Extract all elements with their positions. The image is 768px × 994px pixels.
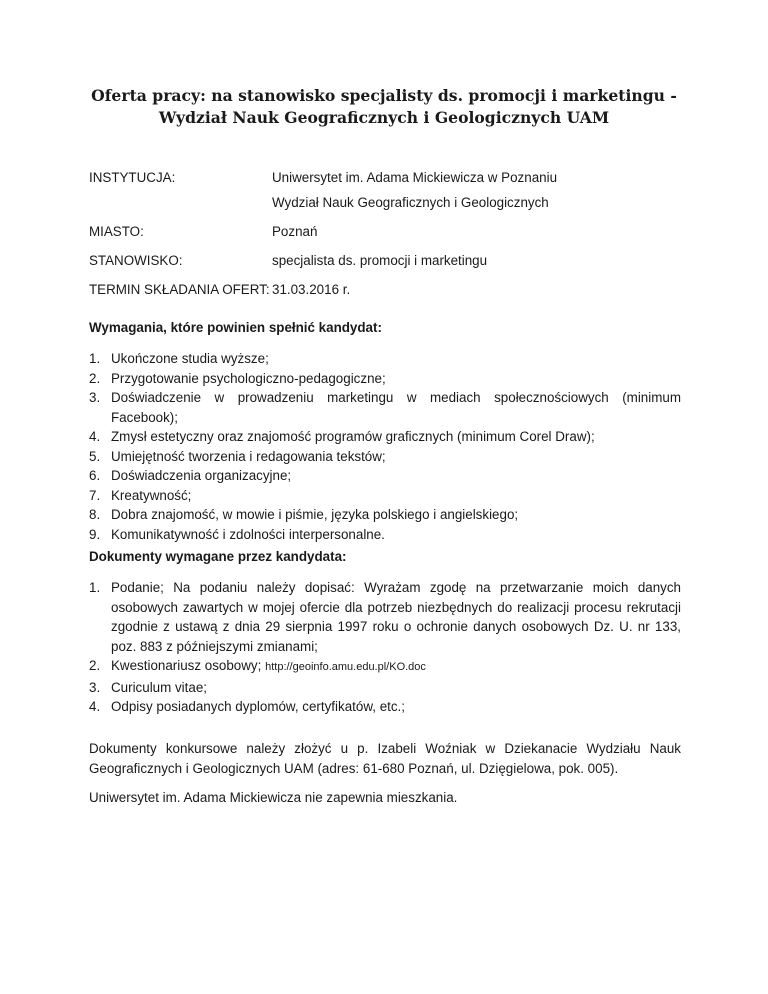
questionnaire-label: Kwestionariusz osobowy;: [111, 658, 262, 673]
questionnaire-link[interactable]: http://geoinfo.amu.edu.pl/KO.doc: [265, 661, 426, 673]
page-title: [80, 85, 688, 129]
list-item: 2. Kwestionariusz osobowy; http://geoinfo.amu.edu.pl/KO.doc: [89, 658, 426, 673]
list-item: 6. Doświadczenia organizacyjne;: [89, 468, 292, 483]
position-value: specjalista ds. promocji i marketingu: [272, 253, 488, 268]
faculty-value: Wydział Nauk Geograficznych i Geologicznych: [272, 195, 549, 210]
list-item: 5. Umiejętność tworzenia i redagowania tekstów;: [89, 448, 386, 464]
position-label: STANOWISKO:: [89, 253, 183, 268]
list-item: 1. Podanie; Na podaniu należy dopisać: Wyrażam zgodę na przetwarzanie moich danych osobowych zawartych w mojej ofercie dla potrzeb niezbędnych do realizacji procesu rekrutacji zgodnie z ustawą z dnia 29 sierpnia 1997 roku o ochronie danych osobowych Dz. U. nr 133, poz. 883 z późniejszymi zmianami;: [89, 580, 681, 654]
institution-label: INSTYTUCJA:: [89, 170, 176, 185]
job-info-table: [89, 168, 689, 305]
info-row-position: [89, 251, 689, 280]
deadline-value: 31.03.2016 r.: [272, 282, 351, 297]
list-item: 9. Komunikatywność i zdolności interpersonalne.: [89, 526, 385, 542]
documents-list: [89, 578, 681, 717]
list-item: 3. Doświadczenie w prowadzeniu marketingu w mediach społecznościowych (minimum Facebook);: [89, 390, 681, 425]
info-row-institution: [89, 168, 689, 193]
info-row-faculty: [89, 193, 689, 222]
list-item: 4. Odpisy posiadanych dyplomów, certyfikatów, etc.;: [89, 699, 405, 714]
list-item: 8. Dobra znajomość, w mowie i piśmie, języka polskiego i angielskiego;: [89, 507, 519, 522]
housing-note: Uniwersytet im. Adama Mickiewicza nie zapewnia mieszkania.: [89, 790, 458, 805]
city-value: Poznań: [272, 224, 318, 239]
list-item: 7. Kreatywność;: [89, 487, 192, 503]
list-item: 2. Przygotowanie psychologiczno-pedagogiczne;: [89, 370, 386, 386]
list-item: 4. Zmysł estetyczny oraz znajomość programów graficznych (minimum Corel Draw);: [89, 429, 595, 444]
requirements-heading: Wymagania, które powinien spełnić kandydat:: [89, 320, 382, 335]
submission-note: Dokumenty konkursowe należy złożyć u p. Izabeli Woźniak w Dziekanacie Wydziału Nauk Geograficznych i Geologicznych UAM (adres: 61-680 Poznań, ul. Dzięgielowa, pok. 005).: [89, 741, 681, 776]
deadline-label: TERMIN SKŁADANIA OFERT:: [89, 282, 270, 297]
documents-heading: Dokumenty wymagane przez kandydata:: [89, 549, 347, 564]
info-row-city: [89, 222, 689, 251]
list-item: 3. Curiculum vitae;: [89, 679, 207, 695]
info-row-deadline: [89, 280, 689, 305]
title-line-1: Oferta pracy: na stanowisko specjalisty ds. promocji i marketingu -: [91, 86, 677, 105]
institution-value: Uniwersytet im. Adama Mickiewicza w Poznaniu: [272, 170, 558, 185]
title-line-2: Wydział Nauk Geograficznych i Geologicznych UAM: [158, 108, 610, 127]
city-label: MIASTO:: [89, 224, 144, 239]
requirements-list: [89, 349, 681, 544]
list-item: 1. Ukończone studia wyższe;: [89, 351, 269, 366]
